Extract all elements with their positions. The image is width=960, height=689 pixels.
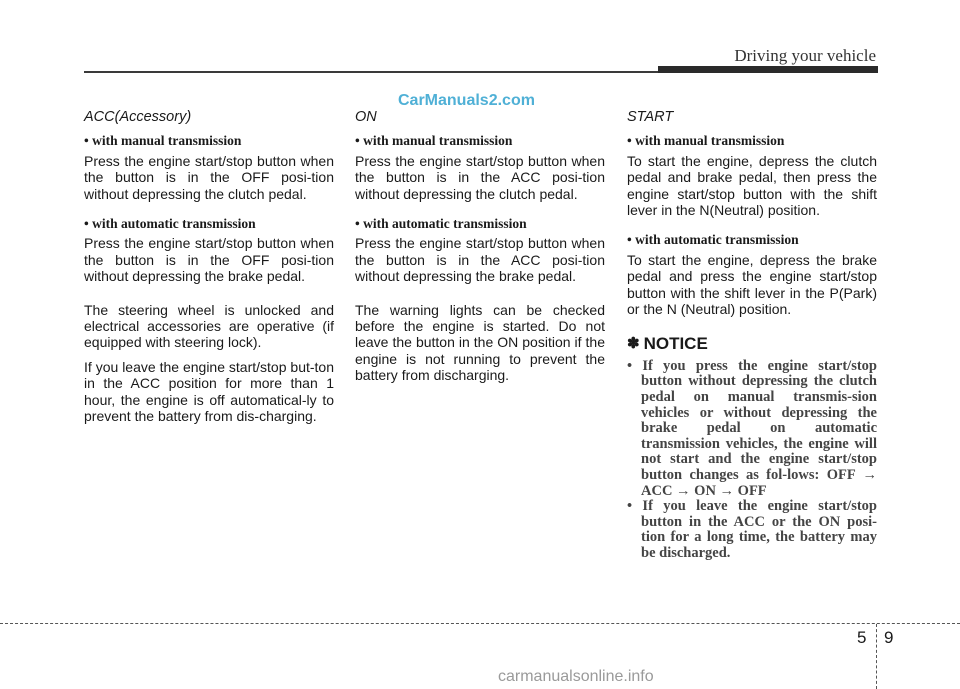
section-title-acc: ACC(Accessory) [84,109,192,125]
header-rule [84,71,664,73]
column-acc [84,109,334,425]
notice-list [627,359,877,562]
manual-transmission-heading: • with manual transmission [84,133,242,149]
column-start [627,109,877,562]
page-number-divider [876,624,877,689]
steering-wheel-paragraph: The steering wheel is unlocked and electrical accessories are operative (if equipped with steering lock). [84,301,334,351]
watermark-bottom: carmanualsonline.info [498,668,654,685]
column-on [355,109,605,384]
page-section-number: 5 [857,628,867,647]
notice-star-icon: ✽ [627,335,640,353]
automatic-transmission-text: To start the engine, depress the brake pedal and press the engine start/stop button with the shift lever in the P(Park) or the N (Neutral) position. [627,251,877,318]
acc-battery-paragraph: If you leave the engine start/stop but-ton in the ACC position for more than 1 hour, the engine is off automatical-ly to prevent the battery from dis-charging. [84,358,334,425]
header-rule-bar [658,66,878,73]
warning-lights-paragraph: The warning lights can be checked before the engine is started. Do not leave the button in the ON position if the engine is not running to prevent the battery from discharging. [355,301,605,384]
manual-transmission-text: To start the engine, depress the clutch pedal and brake pedal, then press the engine start/stop button with the shift lever in the N(Neutral) position. [627,152,877,219]
automatic-transmission-text: Press the engine start/stop button when the button is in the ACC posi-tion without depressing the brake pedal. [355,235,605,285]
page-number: 9 [884,628,894,647]
notice-title: NOTICE [643,334,708,354]
automatic-transmission-heading: • with automatic transmission [355,216,527,232]
footer-rule [0,623,960,624]
section-title-on: ON [355,109,377,125]
notice-item: • If you leave the engine start/stop button in the ACC or the ON posi-tion for a long time, the battery may be discharged. [627,498,877,561]
watermark-top: CarManuals2.com [398,92,535,109]
section-title-start: START [627,109,674,125]
automatic-transmission-text: Press the engine start/stop button when the button is in the OFF posi-tion without depressing the brake pedal. [84,235,334,285]
manual-transmission-heading: • with manual transmission [627,133,785,149]
automatic-transmission-heading: • with automatic transmission [84,216,256,232]
manual-transmission-text: Press the engine start/stop button when the button is in the OFF posi-tion without depressing the clutch pedal. [84,152,334,202]
automatic-transmission-heading: • with automatic transmission [627,232,799,248]
notice-item: • If you press the engine start/stop button without depressing the clutch pedal on manual transmis-sion vehicles or without depressing the brake pedal on automatic transmission vehicles, the engine will not start and the engine start/stop button changes as fol-lows: OFF → ACC → ON → OFF [627,357,877,499]
manual-transmission-heading: • with manual transmission [355,133,513,149]
page-header-title: Driving your vehicle [734,46,876,65]
notice-heading [627,336,877,352]
manual-transmission-text: Press the engine start/stop button when the button is in the ACC posi-tion without depressing the clutch pedal. [355,152,605,202]
